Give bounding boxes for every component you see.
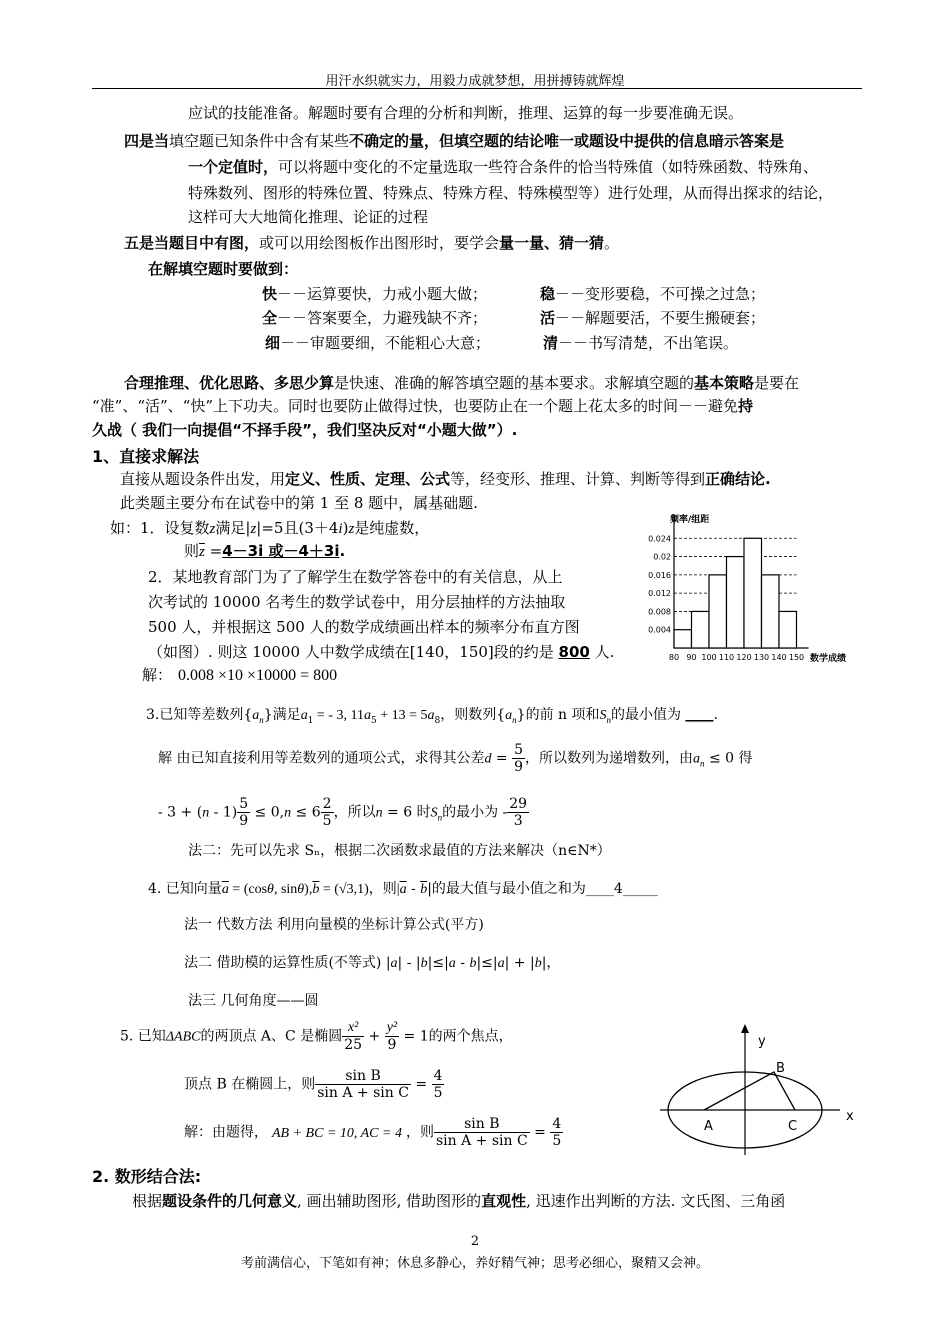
- example-4-line-1: 4. 已知向量$\overline{a} = (\cos\theta$, $\sin\theta),\overline{b} = (√3,1)$，则$|\overline{a} - \overline{b}|$的最大值与最小值之和为____4_____: [148, 881, 658, 897]
- example-1-line-1: 如：1．设复数z满足|z|=5且(3＋4i)z是纯虚数，: [110, 519, 430, 537]
- footer-motto: 考前满信心，下笔如有神；休息多静心，养好精气神；思考必细心，聚精又会神。: [240, 1256, 709, 1271]
- section-2-title: 2. 数形结合法:: [92, 1167, 202, 1186]
- histogram-y-tick: 0.016: [648, 570, 671, 580]
- frequency-histogram: [628, 508, 858, 668]
- example-4-method-2: 法二 借助模的运算性质(不等式) |a| - |b|≤|a - b|≤|a| + |b|，: [184, 955, 561, 971]
- histogram-x-tick: 90: [686, 653, 697, 662]
- point-five-d: 。: [604, 234, 620, 252]
- fraction-29-3: $\frac{29}{3}$: [509, 796, 528, 829]
- section-1-desc-2: 此类题主要分布在试卷中的第 1 至 8 题中，属基础题.: [120, 494, 478, 512]
- histogram-x-tick: 140: [771, 653, 787, 662]
- histogram-y-tick: 0.008: [648, 607, 671, 617]
- label-y: y: [758, 1034, 766, 1049]
- histogram-bar: [779, 611, 797, 648]
- rule-flexible: 活－－解题要活，不要生搬硬套；: [540, 309, 766, 327]
- header-rule: [92, 88, 862, 89]
- todo-heading: 在解填空题时要做到：: [148, 260, 299, 278]
- y-axis-arrow: [741, 1024, 749, 1033]
- example-2-line-1: 2．某地教育部门为了了解学生在数学答卷中的有关信息，从上: [148, 568, 563, 586]
- section-1-desc-1: 直接从题设条件出发，用定义、性质、定理、公式等，经变形、推理、计算、判断等得到正确结论.: [120, 470, 771, 488]
- point-four-lead: 四是当: [124, 132, 170, 150]
- rule-careful: 细－－审题要细，不能粗心大意；: [265, 334, 491, 352]
- example-2-line-2: 次考试的 10000 名考生的数学试卷中，用分层抽样的方法抽取: [148, 593, 566, 611]
- histogram-y-tick: 0.024: [648, 534, 671, 544]
- strategy-line-2: “准”、“活”、“快”上下功夫。同时也要防止做得过快，也要防止在一个题上花太多的时间－－避免持: [92, 397, 754, 415]
- example-3-line-1: 3.已知等差数列$\{a_n\}$满足$a_1$ = - 3, $11a_5 + 13 = 5a_8$，则数列$\{a_n\}$的前 n 项和$S_n$的最小值为 ____.: [146, 707, 718, 726]
- example-4-answer: ____4_____: [585, 881, 658, 897]
- label-x: x: [846, 1109, 854, 1124]
- label-b: B: [776, 1061, 785, 1076]
- example-2-solution: 解： 0.008 ×10 ×10000 = 800: [142, 666, 338, 684]
- example-1-line-2: 则$\overline{z} =4-3i$ 或－4＋3i.: [184, 542, 346, 560]
- intro-line-1: 应试的技能准备。解题时要有合理的分析和判断，推理、运算的每一步要准确无误。: [188, 104, 744, 122]
- point-four-line-3: 特殊数列、图形的特殊位置、特殊点、特殊方程、特殊模型等）进行处理，从而得出探求的结论，: [188, 184, 834, 202]
- example-2-answer: 800: [558, 643, 590, 661]
- histogram-x-tick: 110: [718, 653, 735, 662]
- point-four-d: 可以将题中变化的不定量选取一些符合条件的恰当特殊值（如特殊函数、特殊角、: [278, 158, 819, 176]
- histogram-title: 频率/组距: [670, 515, 710, 525]
- ellipse-figure: [652, 1022, 862, 1162]
- point-five-c: 量一量、猜一猜: [499, 234, 605, 252]
- strategy-line-1: 合理推理、优化思路、多思少算是快速、准确的解答填空题的基本要求。求解填空题的基本策略是要在: [124, 374, 800, 392]
- histogram-bar: [762, 575, 780, 648]
- point-four-line-1: [124, 130, 784, 151]
- example-4-method-3: 法三 几何角度——圆: [188, 993, 319, 1009]
- histogram-xlabel: 数学成绩: [810, 654, 847, 664]
- example-4-method-1: 法一 代数方法 利用向量模的坐标计算公式(平方): [184, 917, 484, 933]
- point-five-a: 五是当题目中有图，: [124, 234, 260, 252]
- triangle-abc: [704, 1072, 795, 1110]
- example-3-method-2: 法二：先可以先求 Sₙ，根据二次函数求最值的方法来解决（n∈N*）: [188, 843, 611, 859]
- point-five-b: 或可以用绘图板作出图形时，要学会: [259, 234, 500, 252]
- histogram-y-tick: 0.004: [648, 625, 671, 635]
- histogram-x-tick: 100: [701, 653, 717, 662]
- label-a: A: [704, 1119, 713, 1134]
- example-3-solution-2: - 3 + (n - 1) $\frac{5}{9}$ ≤ 0,n ≤ 6 $\frac{2}{5}$ ，所以n = 6 时$S_n$的最小为 - $\frac{29}{3}$: [158, 796, 528, 829]
- example-2-line-4: （如图）. 则这 10000 人中数学成绩在[140，150]段的约是 800 人.: [148, 643, 615, 661]
- rule-fast: 快－－运算要快，力戒小题大做；: [262, 285, 488, 303]
- histogram-bar: [727, 557, 745, 648]
- section-1-title: 1、直接求解法: [92, 447, 200, 466]
- point-four-c: 一个定值时，: [188, 158, 279, 176]
- histogram-bar: [744, 538, 762, 648]
- page-number: 2: [470, 1234, 480, 1249]
- histogram-y-tick: 0.02: [653, 552, 671, 562]
- histogram-x-tick: 130: [753, 653, 770, 662]
- strategy-line-3: 久战（ 我们一向提倡“不择手段”，我们坚决反对“小题大做”）.: [92, 421, 518, 439]
- point-four-b: 不确定的量，但填空题的结论唯一或题设中提供的信息暗示答案是: [349, 132, 785, 150]
- header-motto: 用汗水织就实力，用毅力成就梦想，用拼搏铸就辉煌: [325, 74, 625, 89]
- histogram-bar: [692, 611, 710, 648]
- example-5-line-1: 5. 已知ΔABC的两顶点 A、C 是椭圆 $\frac{\text{x²}}{25}$ + $\frac{\text{y²}}{9}$ = 1的两个焦点，: [120, 1020, 513, 1053]
- label-c: C: [788, 1119, 798, 1134]
- example-5-solution: 解：由题得， AB + BC = 10, AC = 4 ，则 $\frac{\text{sin B}}{\text{sin A + sin C}}$ = $\frac{4}{5}$: [184, 1116, 562, 1149]
- example-1-answer: 4－3i 或－4＋3i: [222, 542, 340, 560]
- example-5-line-2: 顶点 B 在椭圆上，则 $\frac{\text{sin B}}{\text{sin A + sin C}}$ = $\frac{4}{5}$: [184, 1068, 443, 1101]
- point-four-line-4: 这样可大大地简化推理、论证的过程: [188, 208, 429, 226]
- histogram-y-tick: 0.012: [648, 589, 671, 599]
- rule-steady: 稳－－变形要稳，不可操之过急；: [540, 285, 766, 303]
- rule-clear: 清－－书写清楚，不出笔误。: [543, 334, 739, 352]
- point-four-line-2: [188, 156, 818, 177]
- histogram-x-tick: 150: [788, 653, 805, 662]
- histogram-bar: [674, 630, 692, 648]
- fraction-5-9: $\frac{5}{9}$: [514, 742, 524, 775]
- point-five: [124, 232, 619, 253]
- histogram-bar: [709, 575, 727, 648]
- example-2-line-3: 500 人，并根据这 500 人的数学成绩画出样本的频率分布直方图: [148, 618, 580, 636]
- histogram-x-tick: 120: [736, 653, 752, 662]
- rule-complete: 全－－答案要全，力避残缺不齐；: [262, 309, 488, 327]
- section-2-desc: 根据题设条件的几何意义, 画出辅助图形, 借助图形的直观性, 迅速作出判断的方法. 文氏图、三角函: [132, 1192, 786, 1210]
- histogram-x-tick: 80: [668, 653, 680, 662]
- point-four-a: 填空题已知条件中含有某些: [169, 132, 350, 150]
- example-3-solution-1: 解 由已知直接利用等差数列的通项公式，求得其公差d = $\frac{5}{9}$ ，所以数列为递增数列，由$a_n \le 0$ 得: [158, 742, 753, 775]
